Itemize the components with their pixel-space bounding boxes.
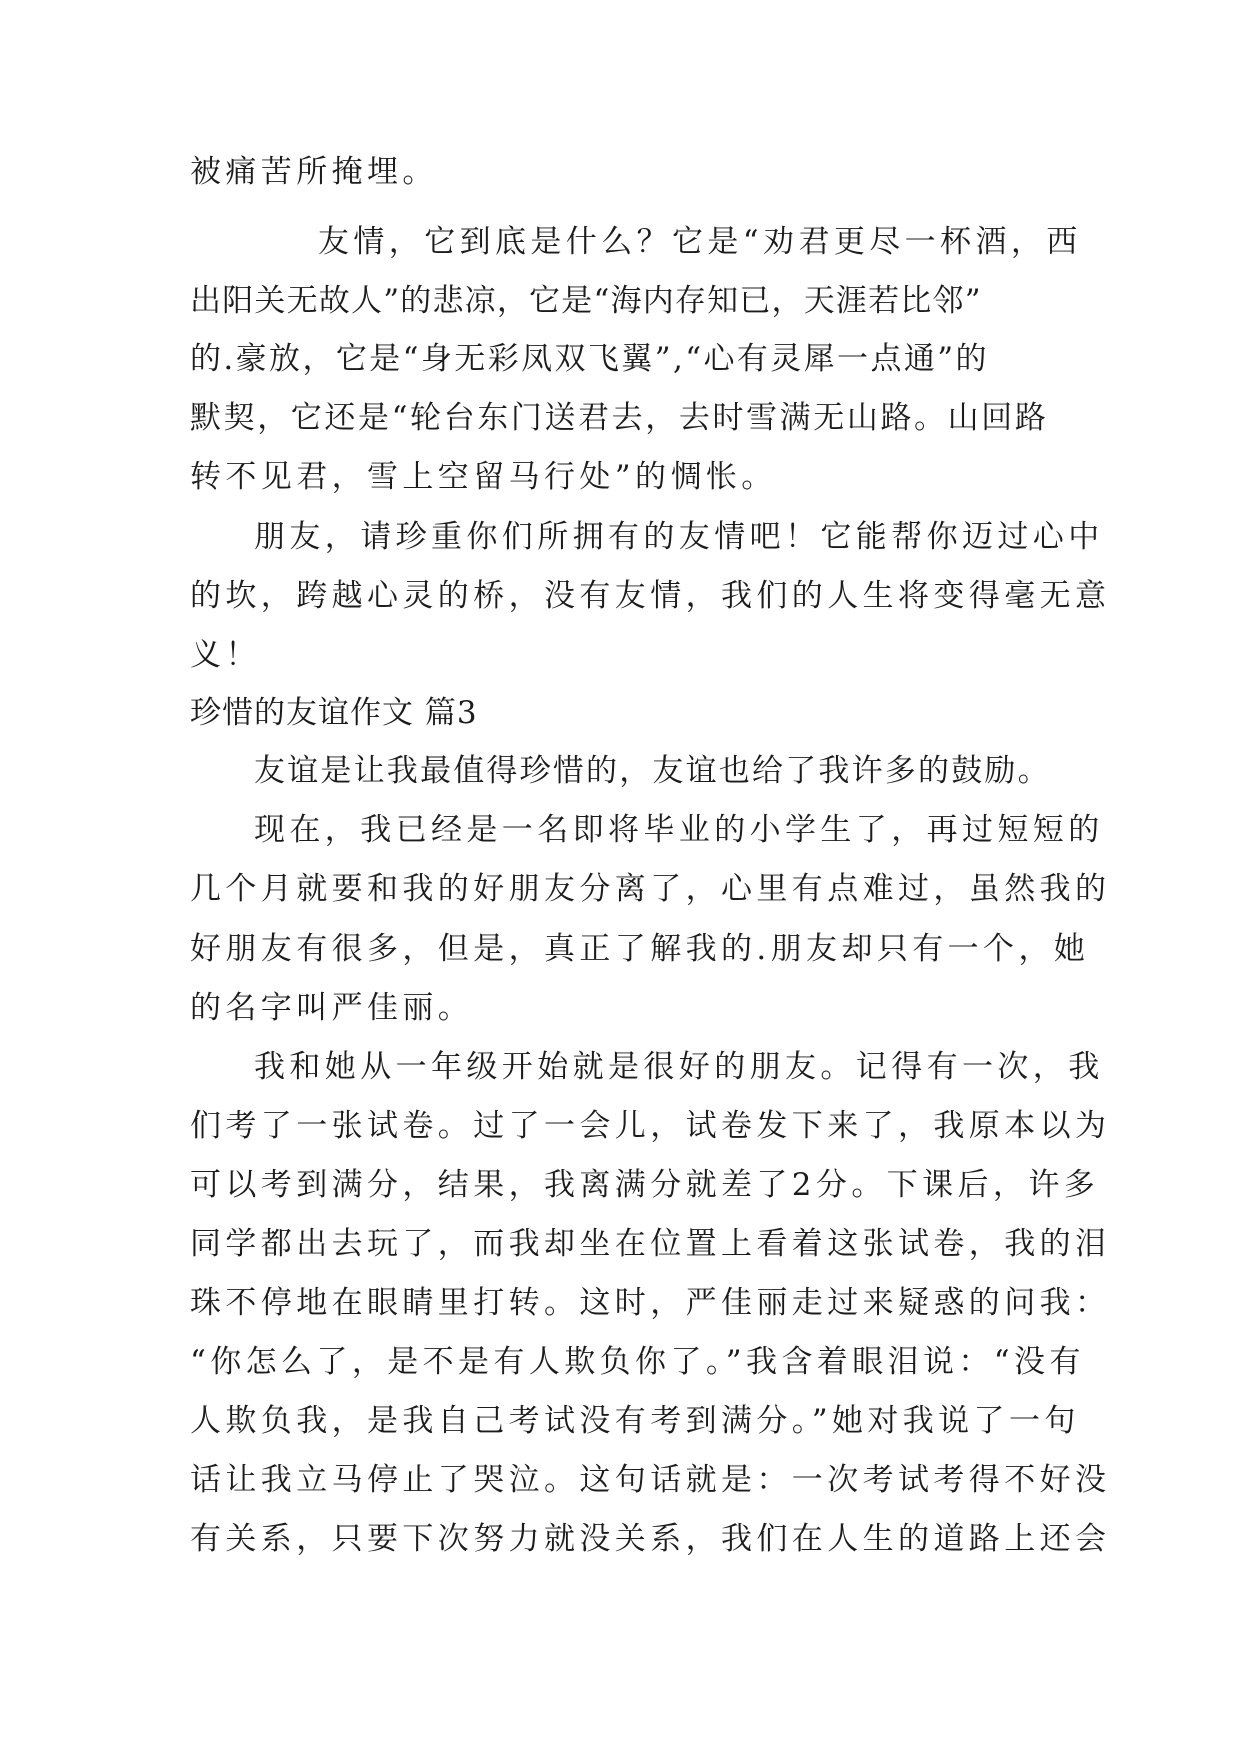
paragraph-line: 友情，它到底是什么？它是“劝君更尽一杯酒，西: [318, 224, 1082, 260]
text-line: 人欺负我，是我自己考试没有考到满分。”她对我说了一句: [190, 1403, 1080, 1439]
text-line: 的坎，跨越心灵的桥，没有友情，我们的人生将变得毫无意: [190, 578, 1111, 614]
paragraph-line: 友谊是让我最值得珍惜的，友谊也给了我许多的鼓励。: [254, 753, 1051, 789]
paragraph-line: 朋友，请珍重你们所拥有的友情吧！它能帮你迈过心中: [254, 519, 1104, 555]
text-line: 出阳关无故人”的悲凉，它是“海内存知已，天涯若比邻”: [190, 283, 982, 319]
text-line: 可以考到满分，结果，我离满分就差了2分。下课后，许多: [190, 1167, 1100, 1203]
text-line: 好朋友有很多，但是，真正了解我的.朋友却只有一个，她: [190, 931, 1090, 967]
text-line: 默契，它还是“轮台东门送君去，去时雪满无山路。山回路: [190, 400, 1049, 436]
text-line: 同学都出去玩了，而我却坐在位置上看着这张试卷，我的泪: [190, 1226, 1111, 1262]
text-line: 几个月就要和我的好朋友分离了，心里有点难过，虽然我的: [190, 871, 1111, 907]
text-line: 的.豪放，它是“身无彩凤双飞翼”,“心有灵犀一点通”的: [190, 341, 989, 377]
text-line: 有关系，只要下次努力就没关系，我们在人生的道路上还会: [190, 1521, 1111, 1557]
text-line: “你怎么了，是不是有人欺负你了。”我含着眼泪说：“没有: [190, 1344, 1085, 1380]
paragraph-line: 我和她从一年级开始就是很好的朋友。记得有一次，我: [254, 1049, 1104, 1085]
text-line: 义！: [190, 637, 261, 673]
text-line: 转不见君，雪上空留马行处”的惆怅。: [190, 459, 777, 495]
text-line: 珠不停地在眼睛里打转。这时，严佳丽走过来疑惑的问我：: [190, 1285, 1111, 1321]
paragraph-line: 现在，我已经是一名即将毕业的小学生了，再过短短的: [254, 812, 1104, 848]
section-title: 珍惜的友谊作文 篇3: [190, 695, 478, 731]
text-line: 们考了一张试卷。过了一会儿，试卷发下来了，我原本以为: [190, 1108, 1111, 1144]
text-line: 的名字叫严佳丽。: [190, 990, 474, 1026]
text-line: 被痛苦所掩埋。: [190, 154, 438, 190]
text-line: 话让我立马停止了哭泣。这句话就是：一次考试考得不好没: [190, 1462, 1111, 1498]
